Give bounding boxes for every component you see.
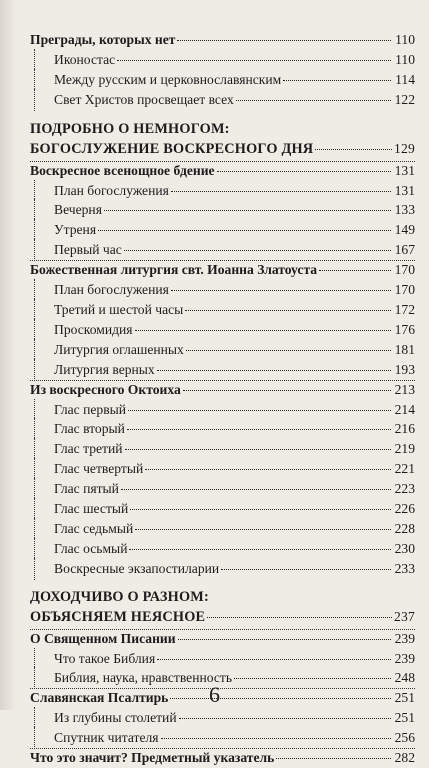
toc-page-number: 239 [394, 650, 415, 666]
toc-page-number: 237 [394, 608, 415, 624]
leader-dots [236, 100, 391, 101]
toc-entry-title: Глас осьмый [54, 540, 128, 556]
toc-page-number: 122 [394, 91, 415, 107]
leader-dots [145, 469, 391, 470]
toc-section-bogosluzhenie[interactable] [20, 119, 415, 159]
toc-item[interactable] [20, 70, 415, 90]
leader-dots [157, 659, 391, 660]
leader-dots [186, 350, 391, 351]
toc-section-obyasnyaem[interactable] [20, 587, 415, 627]
toc-item[interactable] [20, 300, 415, 320]
leader-dots [98, 230, 391, 231]
toc-entry-title: План богослужения [54, 282, 169, 298]
toc-entry-title: Глас шестый [54, 501, 129, 517]
toc-page-number: 170 [394, 282, 415, 298]
toc-entry-title: О Священном Писании [30, 630, 176, 646]
toc-item[interactable] [20, 649, 415, 669]
toc-page-number: 114 [395, 71, 415, 87]
toc-page-number: 181 [394, 341, 415, 357]
toc-page-number: 172 [394, 301, 415, 317]
toc-page-number: 193 [394, 361, 415, 377]
toc-page-number: 213 [394, 381, 415, 397]
leader-dots [177, 40, 391, 41]
toc-page-number: 230 [394, 540, 415, 556]
leader-dots [157, 370, 391, 371]
toc-page-number: 256 [394, 730, 415, 746]
toc-entry-title: Славянская Псалтирь [30, 690, 169, 706]
toc-item[interactable] [20, 360, 415, 380]
toc-entry-title: Вечерня [54, 202, 102, 218]
toc-entry-title: Библия, наука, нравственность [54, 670, 233, 686]
page-gutter-shadow [0, 0, 16, 710]
toc-page-number: 239 [394, 630, 415, 646]
leader-dots [130, 509, 391, 510]
toc-entry-title: Глас вторый [54, 421, 125, 437]
toc-entry-title: Воскресные экзапостиларии [54, 560, 220, 576]
leader-dots [179, 718, 391, 719]
toc-page-number: 251 [394, 710, 415, 726]
toc-entry-title: Свет Христов просвещает всех [54, 91, 234, 107]
leader-dots [183, 390, 391, 391]
toc-item[interactable] [20, 320, 415, 340]
toc-page-number: 214 [394, 401, 415, 417]
toc-entry-title: Спутник читателя [54, 730, 159, 746]
toc-entry-title: Глас третий [54, 441, 123, 457]
toc-item[interactable] [20, 728, 415, 748]
leader-dots [125, 449, 391, 450]
toc-entry-title: Глас седьмый [54, 520, 134, 536]
toc-item[interactable] [20, 499, 415, 519]
toc-heading-oktoikh[interactable] [20, 380, 415, 400]
toc-page-number: 282 [394, 750, 415, 766]
toc-page-number: 223 [394, 481, 415, 497]
toc-page-number: 170 [394, 262, 415, 278]
toc-entry-title: Глас четвертый [54, 461, 144, 477]
toc-item[interactable] [20, 90, 415, 110]
toc-item[interactable] [20, 419, 415, 439]
toc-page-number: 216 [394, 421, 415, 437]
leader-dots [161, 738, 391, 739]
toc-item[interactable] [20, 340, 415, 360]
toc-entry-title: Из глубины столетий [54, 710, 177, 726]
toc-entry-title: Первый час [54, 242, 122, 258]
toc-entry-title: Что это значит? Предметный указатель [30, 750, 275, 766]
toc-entry-title: Литургия верных [54, 361, 155, 377]
leader-dots [135, 330, 391, 331]
toc-entry-title: Глас пятый [54, 481, 119, 497]
leader-dots [207, 617, 392, 618]
toc-entry-title: Утреня [54, 222, 97, 238]
leader-dots [185, 310, 391, 311]
toc-item[interactable] [20, 559, 415, 579]
section-title-line1: ДОХОДЧИВО О РАЗНОМ: [30, 588, 209, 605]
leader-dots [178, 639, 391, 640]
leader-dots [234, 678, 391, 679]
section-title-line1: ПОДРОБНО О НЕМНОГОМ: [30, 120, 230, 137]
toc-page-number: 110 [395, 32, 415, 47]
leader-dots [127, 429, 391, 430]
page-number-folio: 6 [209, 682, 220, 707]
leader-dots [221, 569, 391, 570]
leader-dots [171, 290, 391, 291]
toc-item[interactable] [20, 459, 415, 479]
leader-dots [121, 489, 391, 490]
toc-entry-title: Преграды, которых нет [30, 32, 176, 47]
table-of-contents [20, 30, 415, 768]
toc-entry-title: Воскресное всенощное бдение [30, 162, 215, 178]
toc-page-number: 167 [394, 242, 415, 258]
toc-item[interactable] [20, 519, 415, 539]
toc-page-number: 221 [394, 461, 415, 477]
toc-page-number: 110 [395, 51, 415, 67]
toc-page-number: 129 [394, 140, 415, 156]
toc-entry-title: Из воскресного Октоиха [30, 381, 181, 397]
toc-entry-title: Третий и шестой часы [54, 301, 184, 317]
toc-item[interactable] [20, 479, 415, 499]
toc-item[interactable] [20, 50, 415, 70]
toc-page-number: 176 [394, 321, 415, 337]
leader-dots [104, 210, 391, 211]
toc-item[interactable] [20, 708, 415, 728]
toc-item[interactable] [20, 539, 415, 559]
toc-page-number: 131 [394, 162, 415, 178]
toc-item[interactable] [20, 439, 415, 459]
leader-dots [128, 410, 391, 411]
toc-heading-pisanie[interactable] [20, 629, 415, 649]
toc-entry-title: Что такое Библия [54, 650, 156, 666]
toc-entry-title: Литургия оглашенных [54, 341, 184, 357]
toc-heading-liturgiya[interactable] [20, 260, 415, 280]
leader-dots [171, 191, 391, 192]
toc-item[interactable] [20, 280, 415, 300]
toc-heading-ukazatel[interactable] [20, 748, 415, 768]
leader-dots [124, 250, 391, 251]
toc-item[interactable] [20, 400, 415, 420]
leader-dots [283, 80, 391, 81]
toc-page-number: 251 [394, 690, 415, 706]
toc-page-number: 226 [394, 501, 415, 517]
section-title-line2: БОГОСЛУЖЕНИЕ ВОСКРЕСНОГО ДНЯ [30, 140, 314, 157]
leader-dots [135, 529, 391, 530]
toc-heading-pregrady[interactable] [20, 30, 415, 50]
toc-item[interactable] [20, 220, 415, 240]
toc-page-number: 149 [394, 222, 415, 238]
toc-heading-vsenoshchnoe[interactable] [20, 161, 415, 181]
toc-item[interactable] [20, 240, 415, 260]
toc-page-number: 133 [394, 202, 415, 218]
leader-dots [129, 549, 391, 550]
toc-entry-title: Между русским и церковнославянским [54, 71, 282, 87]
toc-page-number: 219 [394, 441, 415, 457]
leader-dots [217, 171, 391, 172]
toc-page-number: 233 [394, 560, 415, 576]
toc-entry-title: Иконостас [54, 51, 116, 67]
leader-dots [319, 270, 391, 271]
toc-page-number: 228 [394, 520, 415, 536]
toc-item[interactable] [20, 181, 415, 201]
leader-dots [315, 149, 392, 150]
toc-entry-title: Проскомидия [54, 321, 133, 337]
section-title-line2: ОБЪЯСНЯЕМ НЕЯСНОЕ [30, 608, 206, 625]
leader-dots [117, 60, 391, 61]
toc-item[interactable] [20, 200, 415, 220]
toc-page-number: 131 [394, 182, 415, 198]
toc-entry-title: Глас первый [54, 401, 127, 417]
leader-dots [276, 758, 391, 759]
toc-page-number: 248 [394, 670, 415, 686]
toc-entry-title: Божественная литургия свт. Иоанна Златоуста [30, 262, 318, 278]
toc-entry-title: План богослужения [54, 182, 169, 198]
